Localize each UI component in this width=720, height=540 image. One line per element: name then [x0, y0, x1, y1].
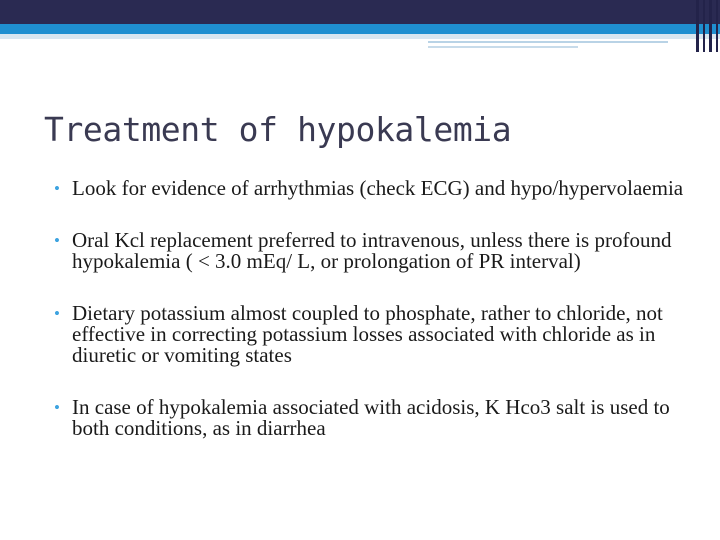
bullet-text: Dietary potassium almost coupled to phosphate, rather to chloride, not effective in correcting potassium losses associated with chloride as in diuretic or vomiting states	[72, 301, 663, 367]
decorative-bar	[709, 0, 712, 52]
bullet-marker-icon: •	[54, 231, 60, 250]
bullet-item	[54, 397, 684, 439]
bullet-text: Oral Kcl replacement preferred to intravenous, unless there is profound hypokalemia ( < 3.0 mEq/ L, or prolongation of PR interval)	[72, 228, 672, 273]
bullet-marker-icon: •	[54, 179, 60, 198]
bullet-item	[54, 178, 684, 199]
header-accent-line	[428, 41, 668, 43]
slide-title: Treatment of hypokalemia	[44, 110, 512, 149]
decorative-bar	[696, 0, 699, 52]
header-accent-line-short	[428, 46, 578, 48]
bullet-item	[54, 303, 684, 366]
header-stripe-blue	[0, 24, 720, 34]
bullet-item	[54, 230, 684, 272]
decorative-bar	[716, 0, 718, 52]
bullet-text: Look for evidence of arrhythmias (check ECG) and hypo/hypervolaemia	[72, 176, 684, 200]
bullet-marker-icon: •	[54, 398, 60, 417]
bullet-marker-icon: •	[54, 304, 60, 323]
header-band	[0, 0, 720, 24]
bullet-text: In case of hypokalemia associated with acidosis, K Hco3 salt is used to both conditions, as in diarrhea	[72, 395, 670, 440]
decorative-bar	[703, 0, 705, 52]
header-stripe-light	[0, 34, 720, 39]
bullet-list	[54, 178, 684, 439]
